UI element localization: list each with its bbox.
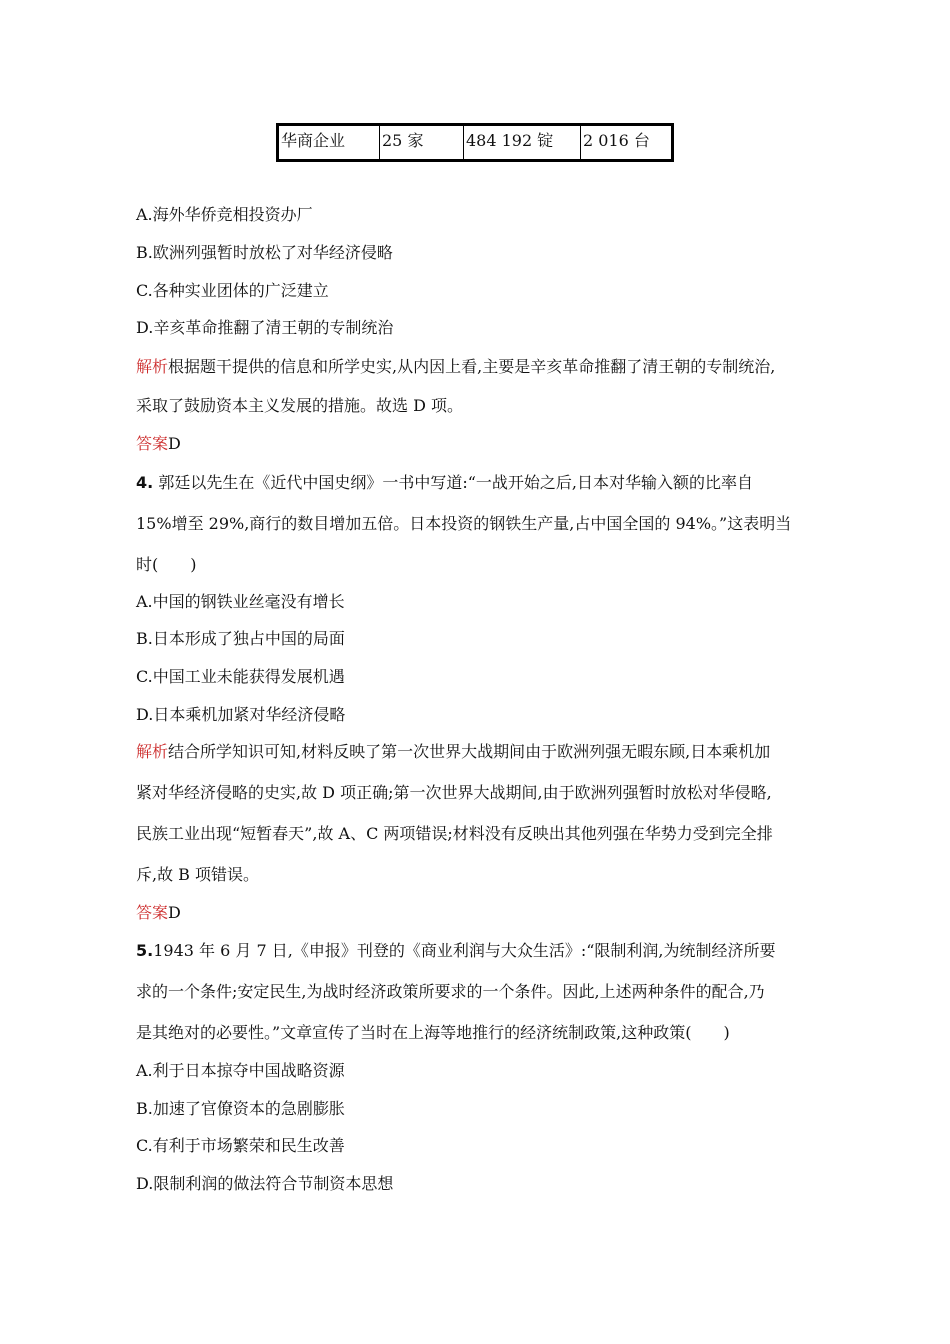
q4-option-d: D.日本乘机加紧对华经济侵略 [136, 705, 346, 724]
q5-option-c: C.有利于市场繁荣和民生改善 [136, 1136, 345, 1155]
q4-option-c: C.中国工业未能获得发展机遇 [136, 667, 345, 686]
q4-analysis-line [136, 742, 826, 762]
answer-value: D [168, 903, 181, 922]
q4-stem-line: 15%增至 29%,商行的数目增加五倍。日本投资的钢铁生产量,占中国全国的 94%。”这表明当 [136, 514, 792, 533]
analysis-label: 解析 [136, 742, 169, 761]
q5-stem-line: 求的一个条件;安定民生,为战时经济政策所要求的一个条件。因此,上述两种条件的配合,乃 [136, 982, 765, 1001]
q4-option-a: A.中国的钢铁业丝毫没有增长 [136, 592, 345, 611]
table-cell: 2 016 台 [581, 125, 673, 161]
q3-analysis-line: 采取了鼓励资本主义发展的措施。故选 D 项。 [136, 396, 464, 415]
q3-option-d: D.辛亥革命推翻了清王朝的专制统治 [136, 318, 394, 337]
table-cell: 25 家 [380, 125, 464, 161]
data-table [276, 123, 674, 162]
answer-label: 答案 [136, 434, 169, 453]
question-number: 5. [136, 941, 154, 960]
analysis-text: 结合所学知识可知,材料反映了第一次世界大战期间由于欧洲列强无暇东顾,日本乘机加 [168, 742, 771, 761]
q5-option-d: D.限制利润的做法符合节制资本思想 [136, 1174, 394, 1193]
stem-text: 1943 年 6 月 7 日,《申报》刊登的《商业利润与大众生活》:“限制利润,为统制经济所要 [153, 941, 776, 960]
q4-answer-line [136, 903, 826, 923]
analysis-label: 解析 [136, 357, 169, 376]
q5-stem-line: 是其绝对的必要性。”文章宣传了当时在上海等地推行的经济统制政策,这种政策( ) [136, 1023, 730, 1042]
q3-option-a: A.海外华侨竞相投资办厂 [136, 205, 313, 224]
q3-option-c: C.各种实业团体的广泛建立 [136, 281, 329, 300]
q3-answer-line [136, 434, 826, 454]
table-cell: 484 192 锭 [464, 125, 581, 161]
analysis-text: 根据题干提供的信息和所学史实,从内因上看,主要是辛亥革命推翻了清王朝的专制统治, [168, 357, 776, 376]
q4-analysis-line: 斥,故 B 项错误。 [136, 865, 260, 884]
q3-option-b: B.欧洲列强暂时放松了对华经济侵略 [136, 243, 393, 262]
question-number: 4. [136, 473, 154, 492]
q4-stem-line [136, 473, 826, 493]
q4-analysis-line: 民族工业出现“短暂春天”,故 A、C 两项错误;材料没有反映出其他列强在华势力受到完全排 [136, 824, 773, 843]
q5-option-a: A.利于日本掠夺中国战略资源 [136, 1061, 345, 1080]
q5-option-b: B.加速了官僚资本的急剧膨胀 [136, 1099, 345, 1118]
answer-value: D [168, 434, 181, 453]
table-cell: 华商企业 [278, 125, 380, 161]
q4-analysis-line: 紧对华经济侵略的史实,故 D 项正确;第一次世界大战期间,由于欧洲列强暂时放松对华侵略, [136, 783, 772, 802]
q4-stem-line: 时( ) [136, 555, 197, 574]
table-row [278, 125, 673, 161]
q4-option-b: B.日本形成了独占中国的局面 [136, 629, 345, 648]
q3-analysis-line [136, 357, 826, 377]
stem-text: 郭廷以先生在《近代中国史纲》一书中写道:“一战开始之后,日本对华输入额的比率自 [158, 473, 753, 492]
answer-label: 答案 [136, 903, 169, 922]
q5-stem-line [136, 941, 826, 961]
